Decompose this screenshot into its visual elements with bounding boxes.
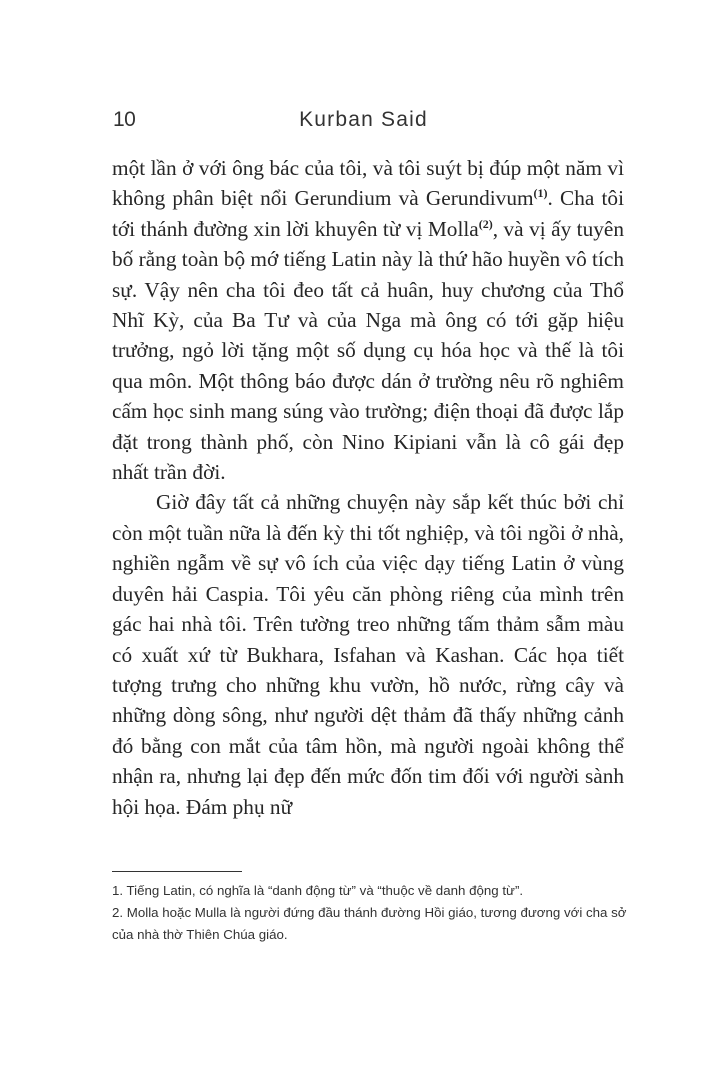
footnote-ref-2: (2): [478, 216, 493, 231]
footnote-ref-1: (1): [533, 186, 548, 201]
footnote-1: 1. Tiếng Latin, có nghĩa là “danh động từ” và “thuộc về danh động từ”.: [112, 883, 524, 898]
running-title: Kurban Said: [299, 108, 428, 131]
footnote-divider: [112, 871, 242, 872]
paragraph-1-text-b: . Cha tôi tới thánh đường xin lời khuyên từ vị Molla: [112, 186, 624, 241]
paragraph-1-text-c: , và vị ấy tuyên bố rằng toàn bộ mớ tiếng Latin này là thứ hão huyền vô tích sự. Vậy nên cha tôi đeo tất cả huân, huy chương của Thổ Nhĩ Kỳ, của Ba Tư và của Nga mà ông có tới gặp hiệu trưởng, ngỏ lời tặng một số dụng cụ hóa học và thế là tôi qua môn. Một thông báo được dán ở trường nêu rõ nghiêm cấm học sinh mang súng vào trường; điện thoại đã được lắp đặt trong thành phố, còn Nino Kipiani vẫn là cô gái đẹp nhất trần đời.: [112, 216, 624, 485]
page-number: 10: [113, 108, 136, 131]
page-header: [113, 108, 614, 140]
paragraph-1-text-a: một lần ở với ông bác của tôi, và tôi suýt bị đúp một năm vì không phân biệt nổi Gerundium và Gerundivum: [112, 156, 624, 211]
body-text: [112, 153, 624, 822]
paragraph-1: [112, 153, 624, 487]
footnote-2: 2. Molla hoặc Mulla là người đứng đầu thánh đường Hồi giáo, tương đương với cha sở của nhà thờ Thiên Chúa giáo.: [112, 905, 627, 942]
footnotes: [112, 880, 632, 946]
paragraph-2: Giờ đây tất cả những chuyện này sắp kết thúc bởi chỉ còn một tuần nữa là đến kỳ thi tốt nghiệp, và tôi ngồi ở nhà, nghiền ngẫm về sự vô ích của việc dạy tiếng Latin ở vùng duyên hải Caspia. Tôi yêu căn phòng riêng của mình trên gác hai nhà tôi. Trên tường treo những tấm thảm sẫm màu có xuất xứ từ Bukhara, Isfahan và Kashan. Các họa tiết tượng trưng cho những khu vườn, hồ nước, rừng cây và những dòng sông, như người dệt thảm đã thấy những cảnh đó bằng con mắt của tâm hồn, mà người ngoài không thể nhận ra, nhưng lại đẹp đến mức đốn tim đối với người sành hội họa. Đám phụ nữ: [112, 490, 624, 819]
